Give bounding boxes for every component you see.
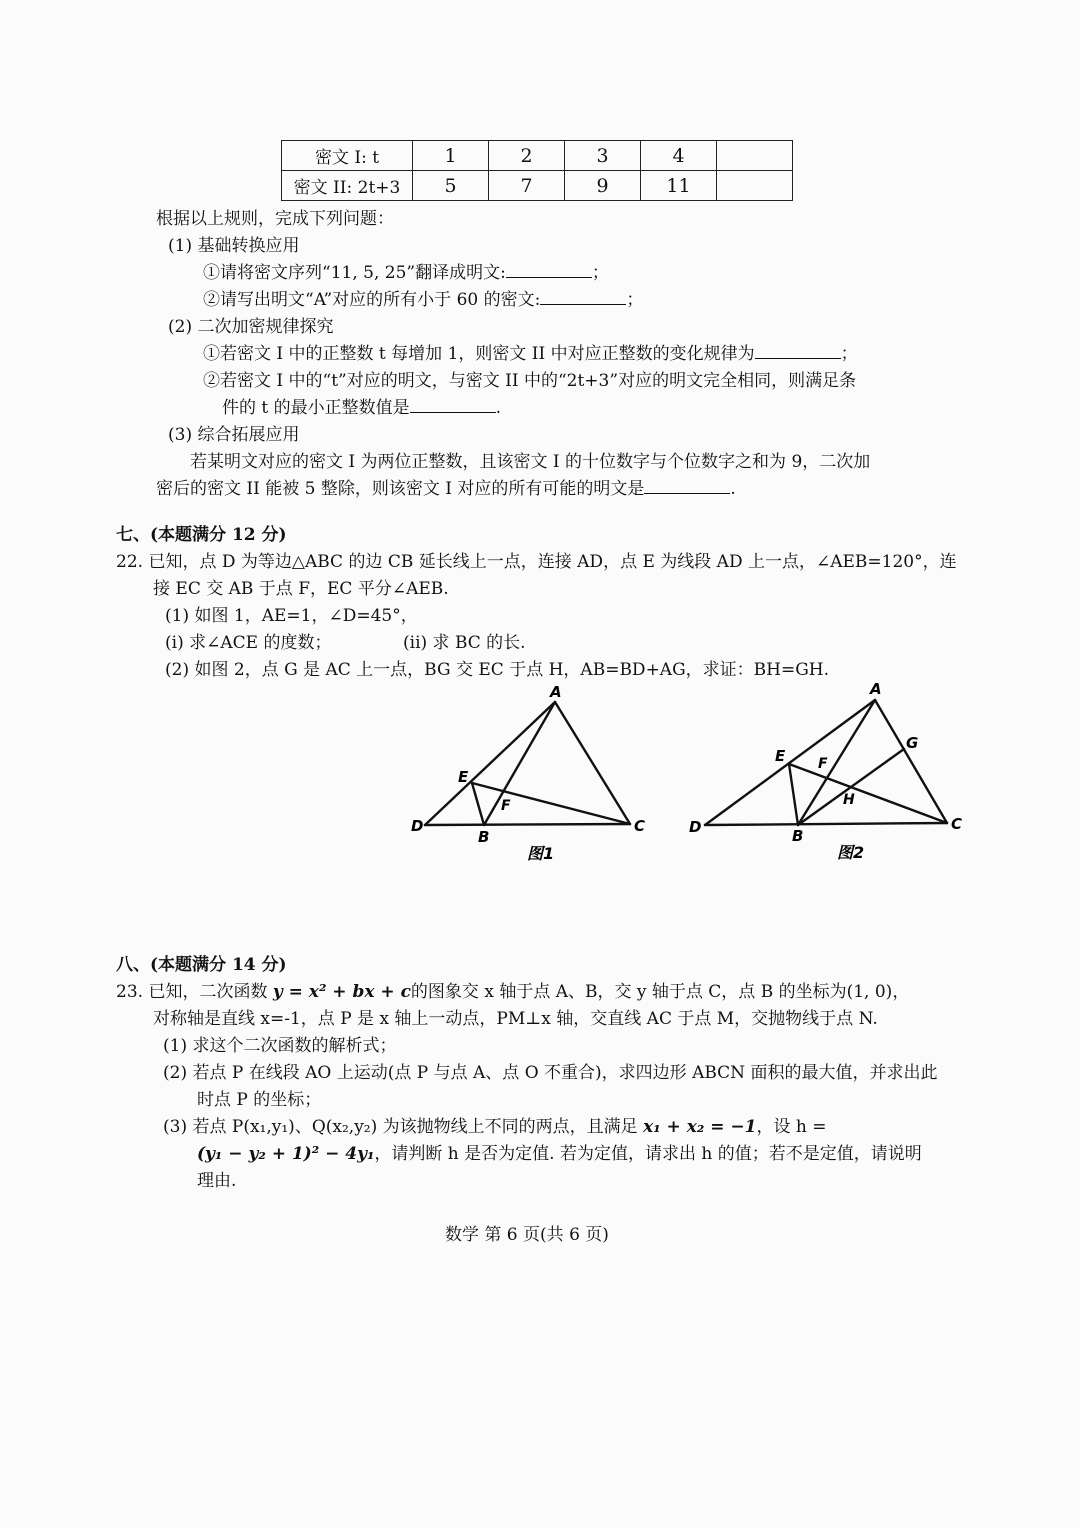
cipher-table [281,140,793,201]
q23-line1-start: 23. 已知，二次函数 [116,982,273,1002]
label-D: D [689,818,702,836]
q21-part3-text: 密后的密文 II 能被 5 整除，则该密文 I 对应的所有可能的明文是 [156,479,645,499]
table-cell: 3 [565,141,641,171]
q21-part3-title: (3) 综合拓展应用 [168,425,300,445]
table-row [282,141,793,171]
q23-part3-line2-text: ，请判断 h 是否为定值. 若为定值，请求出 h 的值；若不是定值，请说明 [374,1144,922,1164]
answer-blank[interactable] [506,261,592,278]
label-G: G [906,734,919,752]
q23-condition: x₁ + x₂ = −1 [643,1117,757,1137]
q21-part2-a [203,341,858,367]
segment-EB [472,783,484,825]
q23-part3-start: (3) 若点 P(x₁,y₁)、Q(x₂,y₂) 为该抛物线上不同的两点，且满足 [163,1117,644,1137]
section8-heading: 八、(本题满分 14 分) [116,955,287,975]
answer-blank[interactable] [410,396,496,413]
q21-intro: 根据以上规则，完成下列问题： [156,209,394,229]
q22-part1: (1) 如图 1，AE=1，∠D=45°， [165,606,418,626]
table-cell [717,171,793,201]
q23-line1 [116,979,909,1005]
q23-expression: (y₁ − y₂ + 1)² − 4y₁ [197,1144,375,1164]
q22-part1-i: (i) 求∠ACE 的度数； [165,633,332,653]
q21-part2-a-end: ； [840,344,858,364]
table-cell: 密文 I: t [282,141,413,171]
q23-line2: 对称轴是直线 x=-1，点 P 是 x 轴上一动点，PM⊥x 轴，交直线 AC 于点 M，交抛物线于点 N. [153,1009,878,1029]
q21-part3-line2 [156,476,736,502]
segment-BA [798,700,875,825]
answer-blank[interactable] [540,288,626,305]
q22-line2: 接 EC 交 AB 于点 F，EC 平分∠AEB. [153,579,449,599]
table-cell: 4 [641,141,717,171]
q21-part2-b-line1: ②若密文 I 中的“t”对应的明文，与密文 II 中的“2t+3”对应的明文完全相同，则满足条 [203,371,857,391]
table-cell: 9 [565,171,641,201]
q21-part2-a-text: ①若密文 I 中的正整数 t 每增加 1，则密文 II 中对应正整数的变化规律为 [203,344,755,364]
segment-AC [555,702,630,824]
q21-part1-a-text: ①请将密文序列“11, 5, 25”翻译成明文: [203,263,506,283]
segment-DC [705,823,947,825]
q21-part1-title: (1) 基础转换应用 [168,236,300,256]
figure-2 [680,677,980,872]
q22-line1: 22. 已知，点 D 为等边△ABC 的边 CB 延长线上一点，连接 AD，点 E 为线段 AD 上一点，∠AEB=120°，连 [116,552,957,572]
q23-function: y = x² + bx + c [272,982,411,1002]
table-cell: 11 [641,171,717,201]
label-F: F [501,798,511,814]
figure-2-caption: 图2 [837,843,865,862]
q23-part3-line1 [163,1114,826,1140]
q21-part2-b-end: . [495,398,502,418]
q21-part1-b-text: ②请写出明文“A”对应的所有小于 60 的密文: [203,290,541,310]
q21-part3-line1: 若某明文对应的密文 I 为两位正整数，且该密文 I 的十位数字与个位数字之和为 9，二次加 [190,452,871,472]
label-E: E [458,768,469,786]
label-A: A [870,680,882,698]
answer-blank[interactable] [644,477,730,494]
segment-DC [425,824,630,825]
q23-part3-end: ，设 h = [756,1117,827,1137]
q21-part2-b-text: 件的 t 的最小正整数值是 [222,398,410,418]
label-C: C [634,817,646,835]
q23-part2-line2: 时点 P 的坐标； [197,1090,322,1110]
label-C: C [951,815,963,833]
q21-part2-b-line2 [222,395,501,421]
label-B: B [478,828,490,846]
label-B: B [792,827,804,845]
table-cell [717,141,793,171]
label-D: D [411,817,424,835]
segment-BG [798,749,904,825]
table-cell: 7 [489,171,565,201]
table-cell: 1 [413,141,489,171]
figure-1 [400,682,670,872]
q21-part2-title: (2) 二次加密规律探究 [168,317,334,337]
q21-part1-b [203,287,643,313]
q21-part1-a-end: ； [591,263,609,283]
label-E: E [775,747,786,765]
q23-part2-line1: (2) 若点 P 在线段 AO 上运动(点 P 与点 A、点 O 不重合)，求四边形 ABCN 面积的最大值，并求出此 [163,1063,938,1083]
segment-DA [425,702,555,825]
label-A: A [550,683,562,701]
q22-part1-ii: (ii) 求 BC 的长. [403,633,526,653]
label-H: H [843,792,855,808]
q21-part1-b-end: ； [626,290,644,310]
q22-part2: (2) 如图 2，点 G 是 AC 上一点，BG 交 EC 于点 H，AB=BD+AG，求证：BH=GH. [165,660,830,680]
table-cell: 5 [413,171,489,201]
section7-heading: 七、(本题满分 12 分) [116,525,287,545]
segment-BA [484,702,555,825]
figure-1-caption: 图1 [527,844,555,863]
table-row [282,171,793,201]
label-F: F [818,756,828,772]
q21-part1-a [203,260,609,286]
table-cell: 密文 II: 2t+3 [282,171,413,201]
page-footer: 数学 第 6 页(共 6 页) [445,1225,609,1245]
q23-part1: (1) 求这个二次函数的解析式； [163,1036,397,1056]
q23-part3-line3: 理由. [197,1171,237,1191]
q21-part3-end: . [730,479,736,499]
segment-EB [789,764,798,825]
q23-part3-line2 [197,1141,922,1167]
answer-blank[interactable] [755,342,841,359]
q23-line1-end: 的图象交 x 轴于点 A、B，交 y 轴于点 C，点 B 的坐标为(1, 0)， [410,982,910,1002]
table-cell: 2 [489,141,565,171]
